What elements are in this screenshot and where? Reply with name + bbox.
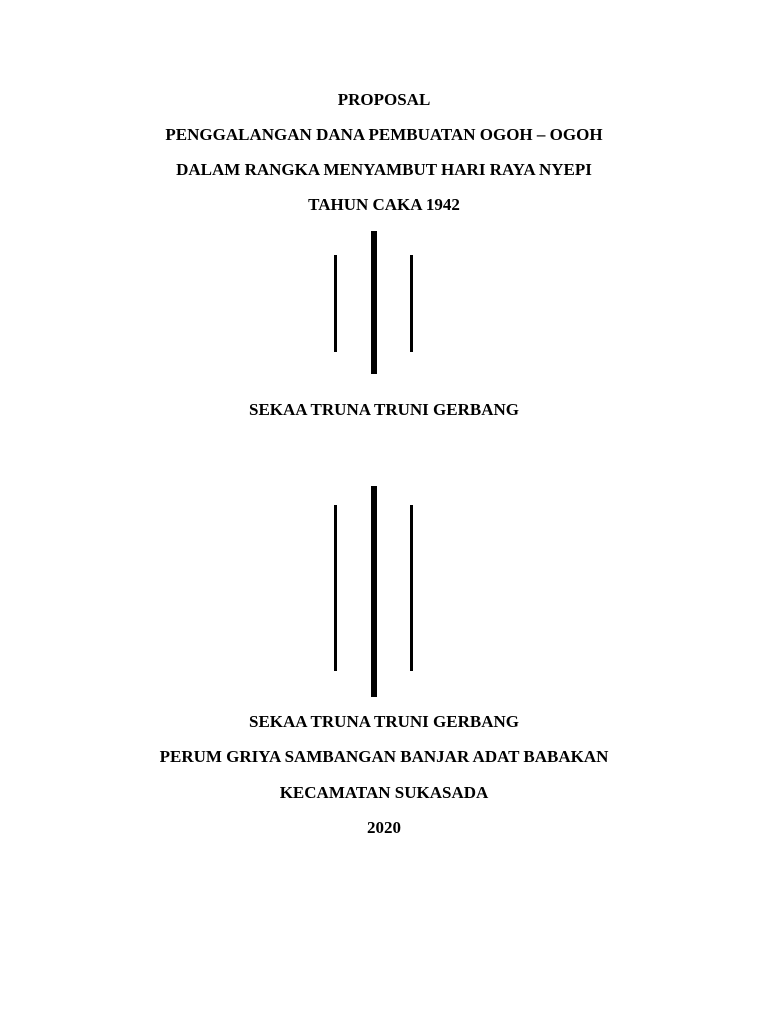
ornament-thick-bar-center <box>371 486 377 697</box>
ornament-thin-bar-right <box>410 255 413 352</box>
title-line-1: PENGGALANGAN DANA PEMBUATAN OGOH – OGOH <box>165 125 603 144</box>
ornament-thick-bar-center <box>371 231 377 374</box>
ornament-thin-bar-right <box>410 505 413 671</box>
address-line-2: KECAMATAN SUKASADA <box>279 783 489 802</box>
prepared-by: SEKAA TRUNA TRUNI GERBANG <box>248 400 520 419</box>
title-line-3: TAHUN CAKA 1942 <box>308 195 460 214</box>
address-line-1: PERUM GRIYA SAMBANGAN BANJAR ADAT BABAKAN <box>159 747 609 766</box>
ornament-thin-bar-left <box>334 255 337 352</box>
organization-name: SEKAA TRUNA TRUNI GERBANG <box>248 712 520 731</box>
ornament-thin-bar-left <box>334 505 337 671</box>
title-line-2: DALAM RANGKA MENYAMBUT HARI RAYA NYEPI <box>176 160 592 179</box>
year: 2020 <box>367 818 401 837</box>
proposal-heading: PROPOSAL <box>337 90 431 109</box>
